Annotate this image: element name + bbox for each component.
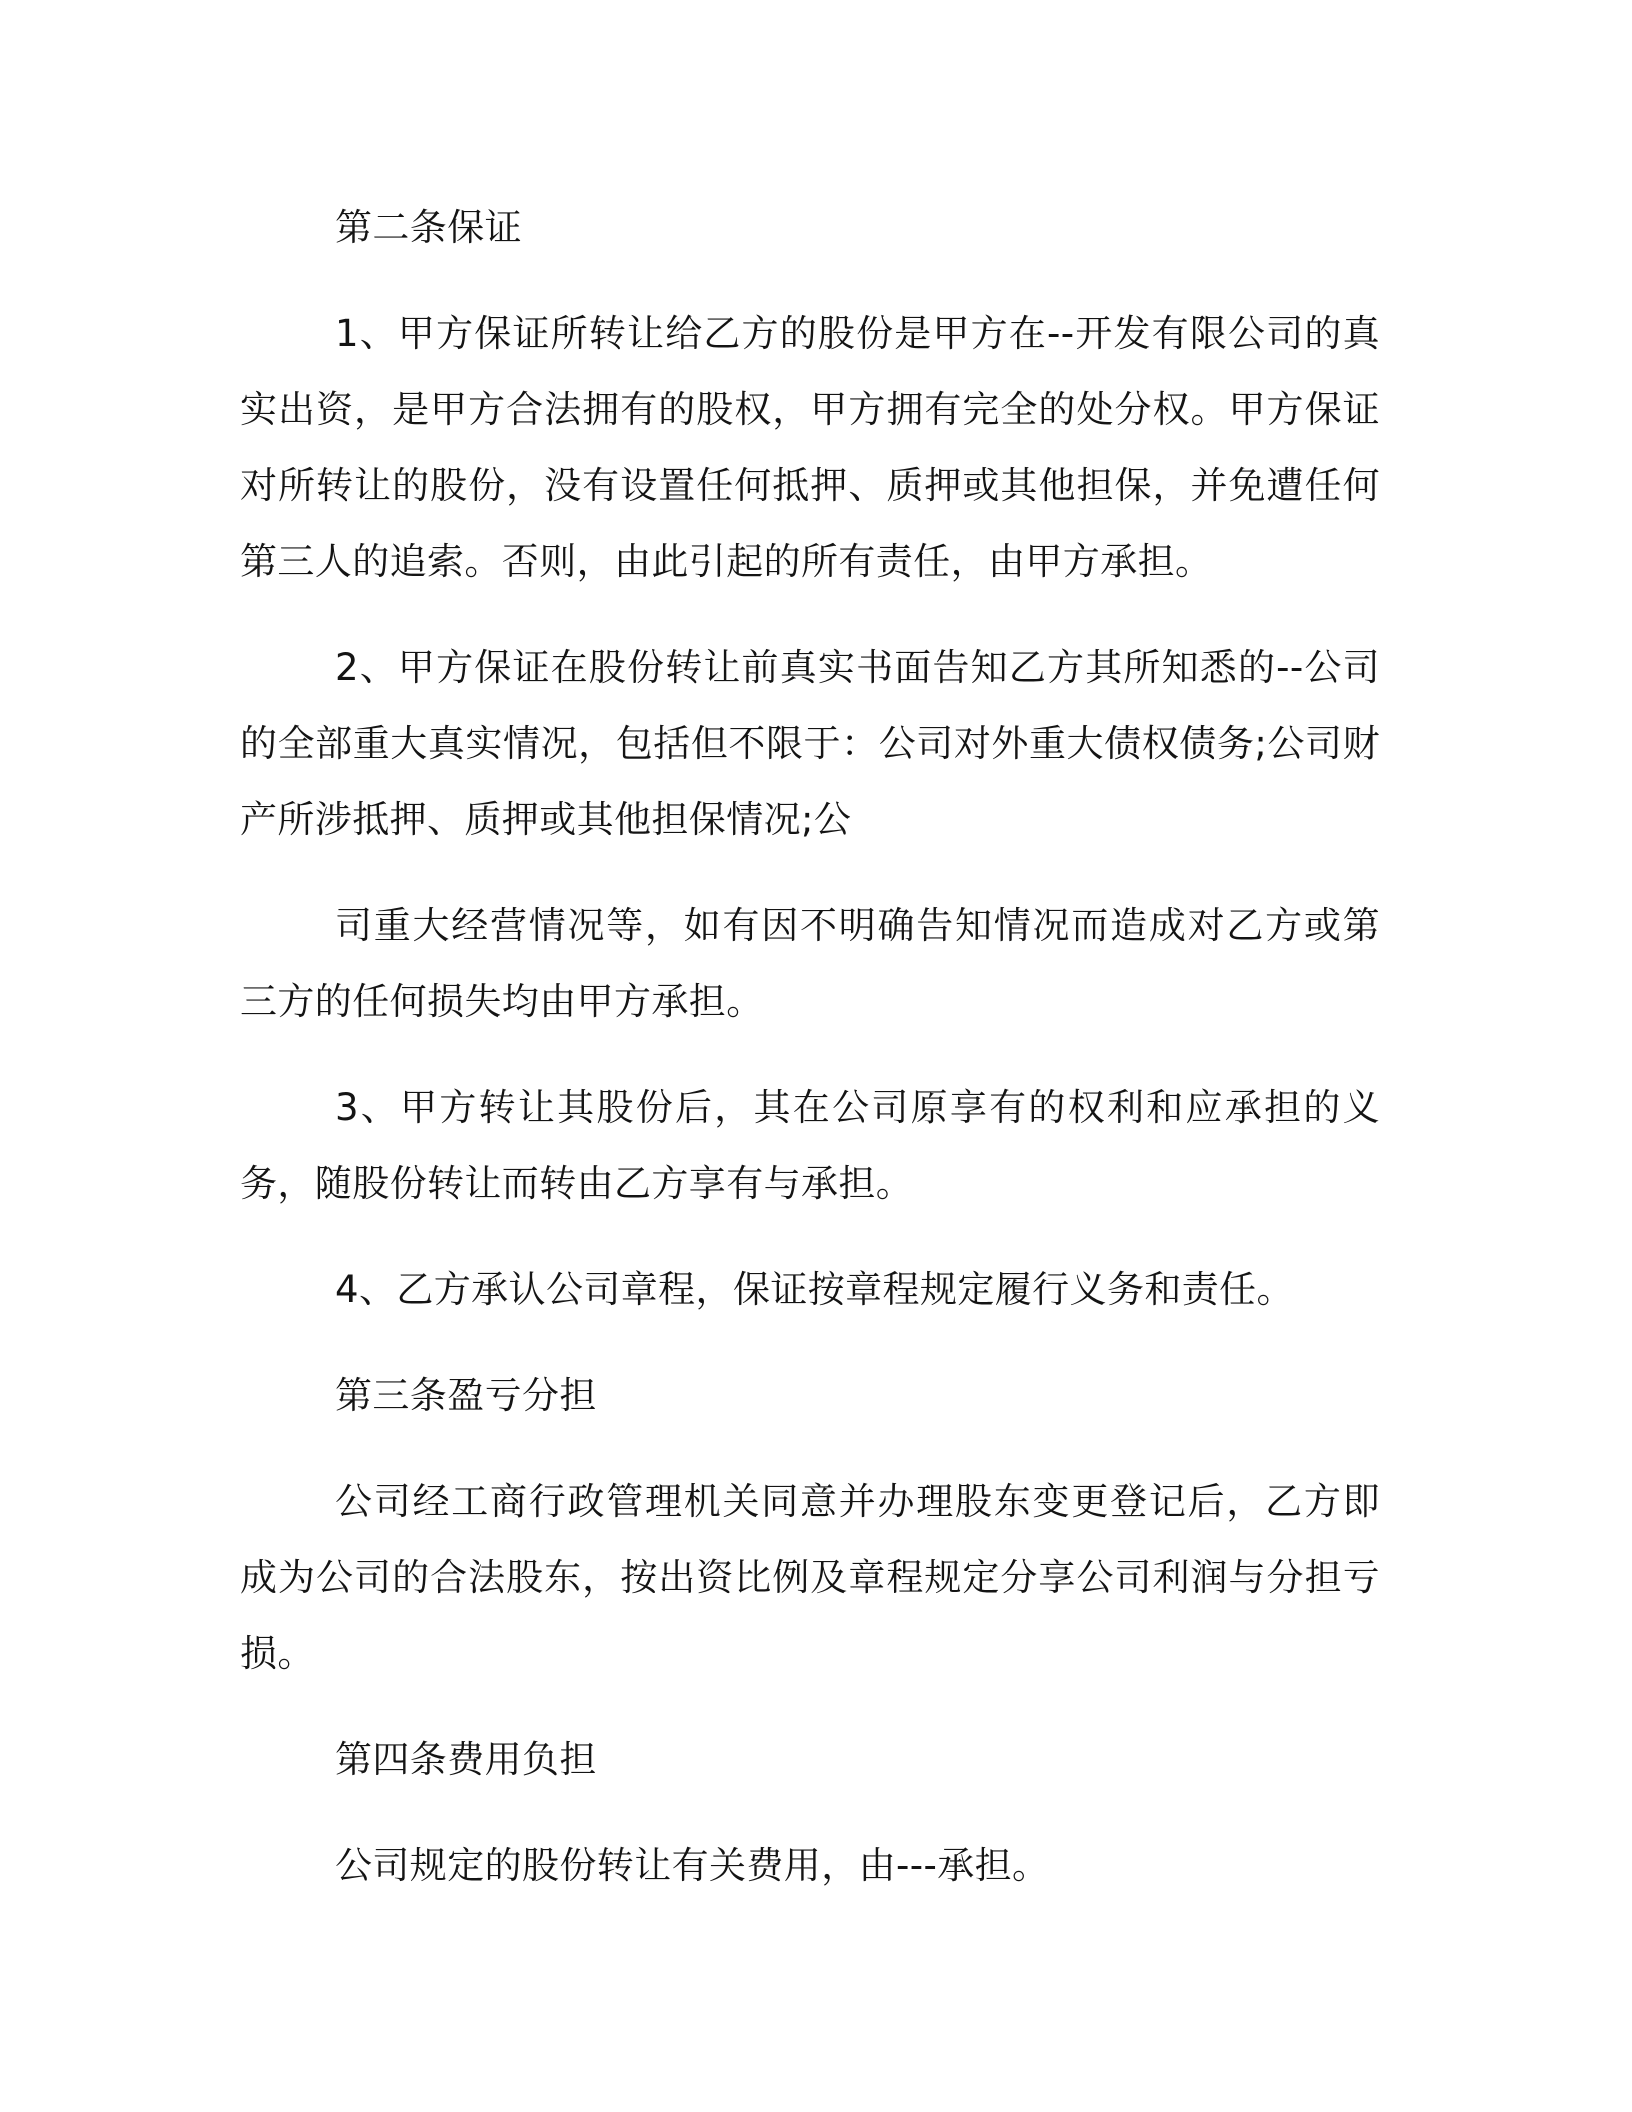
document-page (240, 190, 1380, 2090)
article-3-body: 公司经工商行政管理机关同意并办理股东变更登记后，乙方即成为公司的合法股东，按出资比例及章程规定分享公司利润与分担亏损。 (240, 1480, 1380, 1675)
article-2-item-1: 1、甲方保证所转让给乙方的股份是甲方在--开发有限公司的真实出资，是甲方合法拥有的股权，甲方拥有完全的处分权。甲方保证对所转让的股份，没有设置任何抵押、质押或其他担保，并免遭任何第三人的追索。否则，由此引起的所有责任，由甲方承担。 (240, 312, 1380, 583)
article-4-heading: 第四条费用负担 (335, 1738, 597, 1781)
article-2-item-3: 3、甲方转让其股份后，其在公司原享有的权利和应承担的义务，随股份转让而转由乙方享有与承担。 (240, 1086, 1380, 1205)
article-4-body: 公司规定的股份转让有关费用，由---承担。 (335, 1844, 1050, 1887)
article-2-heading: 第二条保证 (335, 206, 522, 249)
article-3-heading: 第三条盈亏分担 (335, 1374, 597, 1417)
article-2-item-2-part-2: 司重大经营情况等，如有因不明确告知情况而造成对乙方或第三方的任何损失均由甲方承担。 (240, 904, 1380, 1023)
article-2-item-2-part-1: 2、甲方保证在股份转让前真实书面告知乙方其所知悉的--公司的全部重大真实情况，包括但不限于：公司对外重大债权债务;公司财产所涉抵押、质押或其他担保情况;公 (240, 646, 1380, 841)
article-2-item-4: 4、乙方承认公司章程，保证按章程规定履行义务和责任。 (335, 1268, 1294, 1311)
